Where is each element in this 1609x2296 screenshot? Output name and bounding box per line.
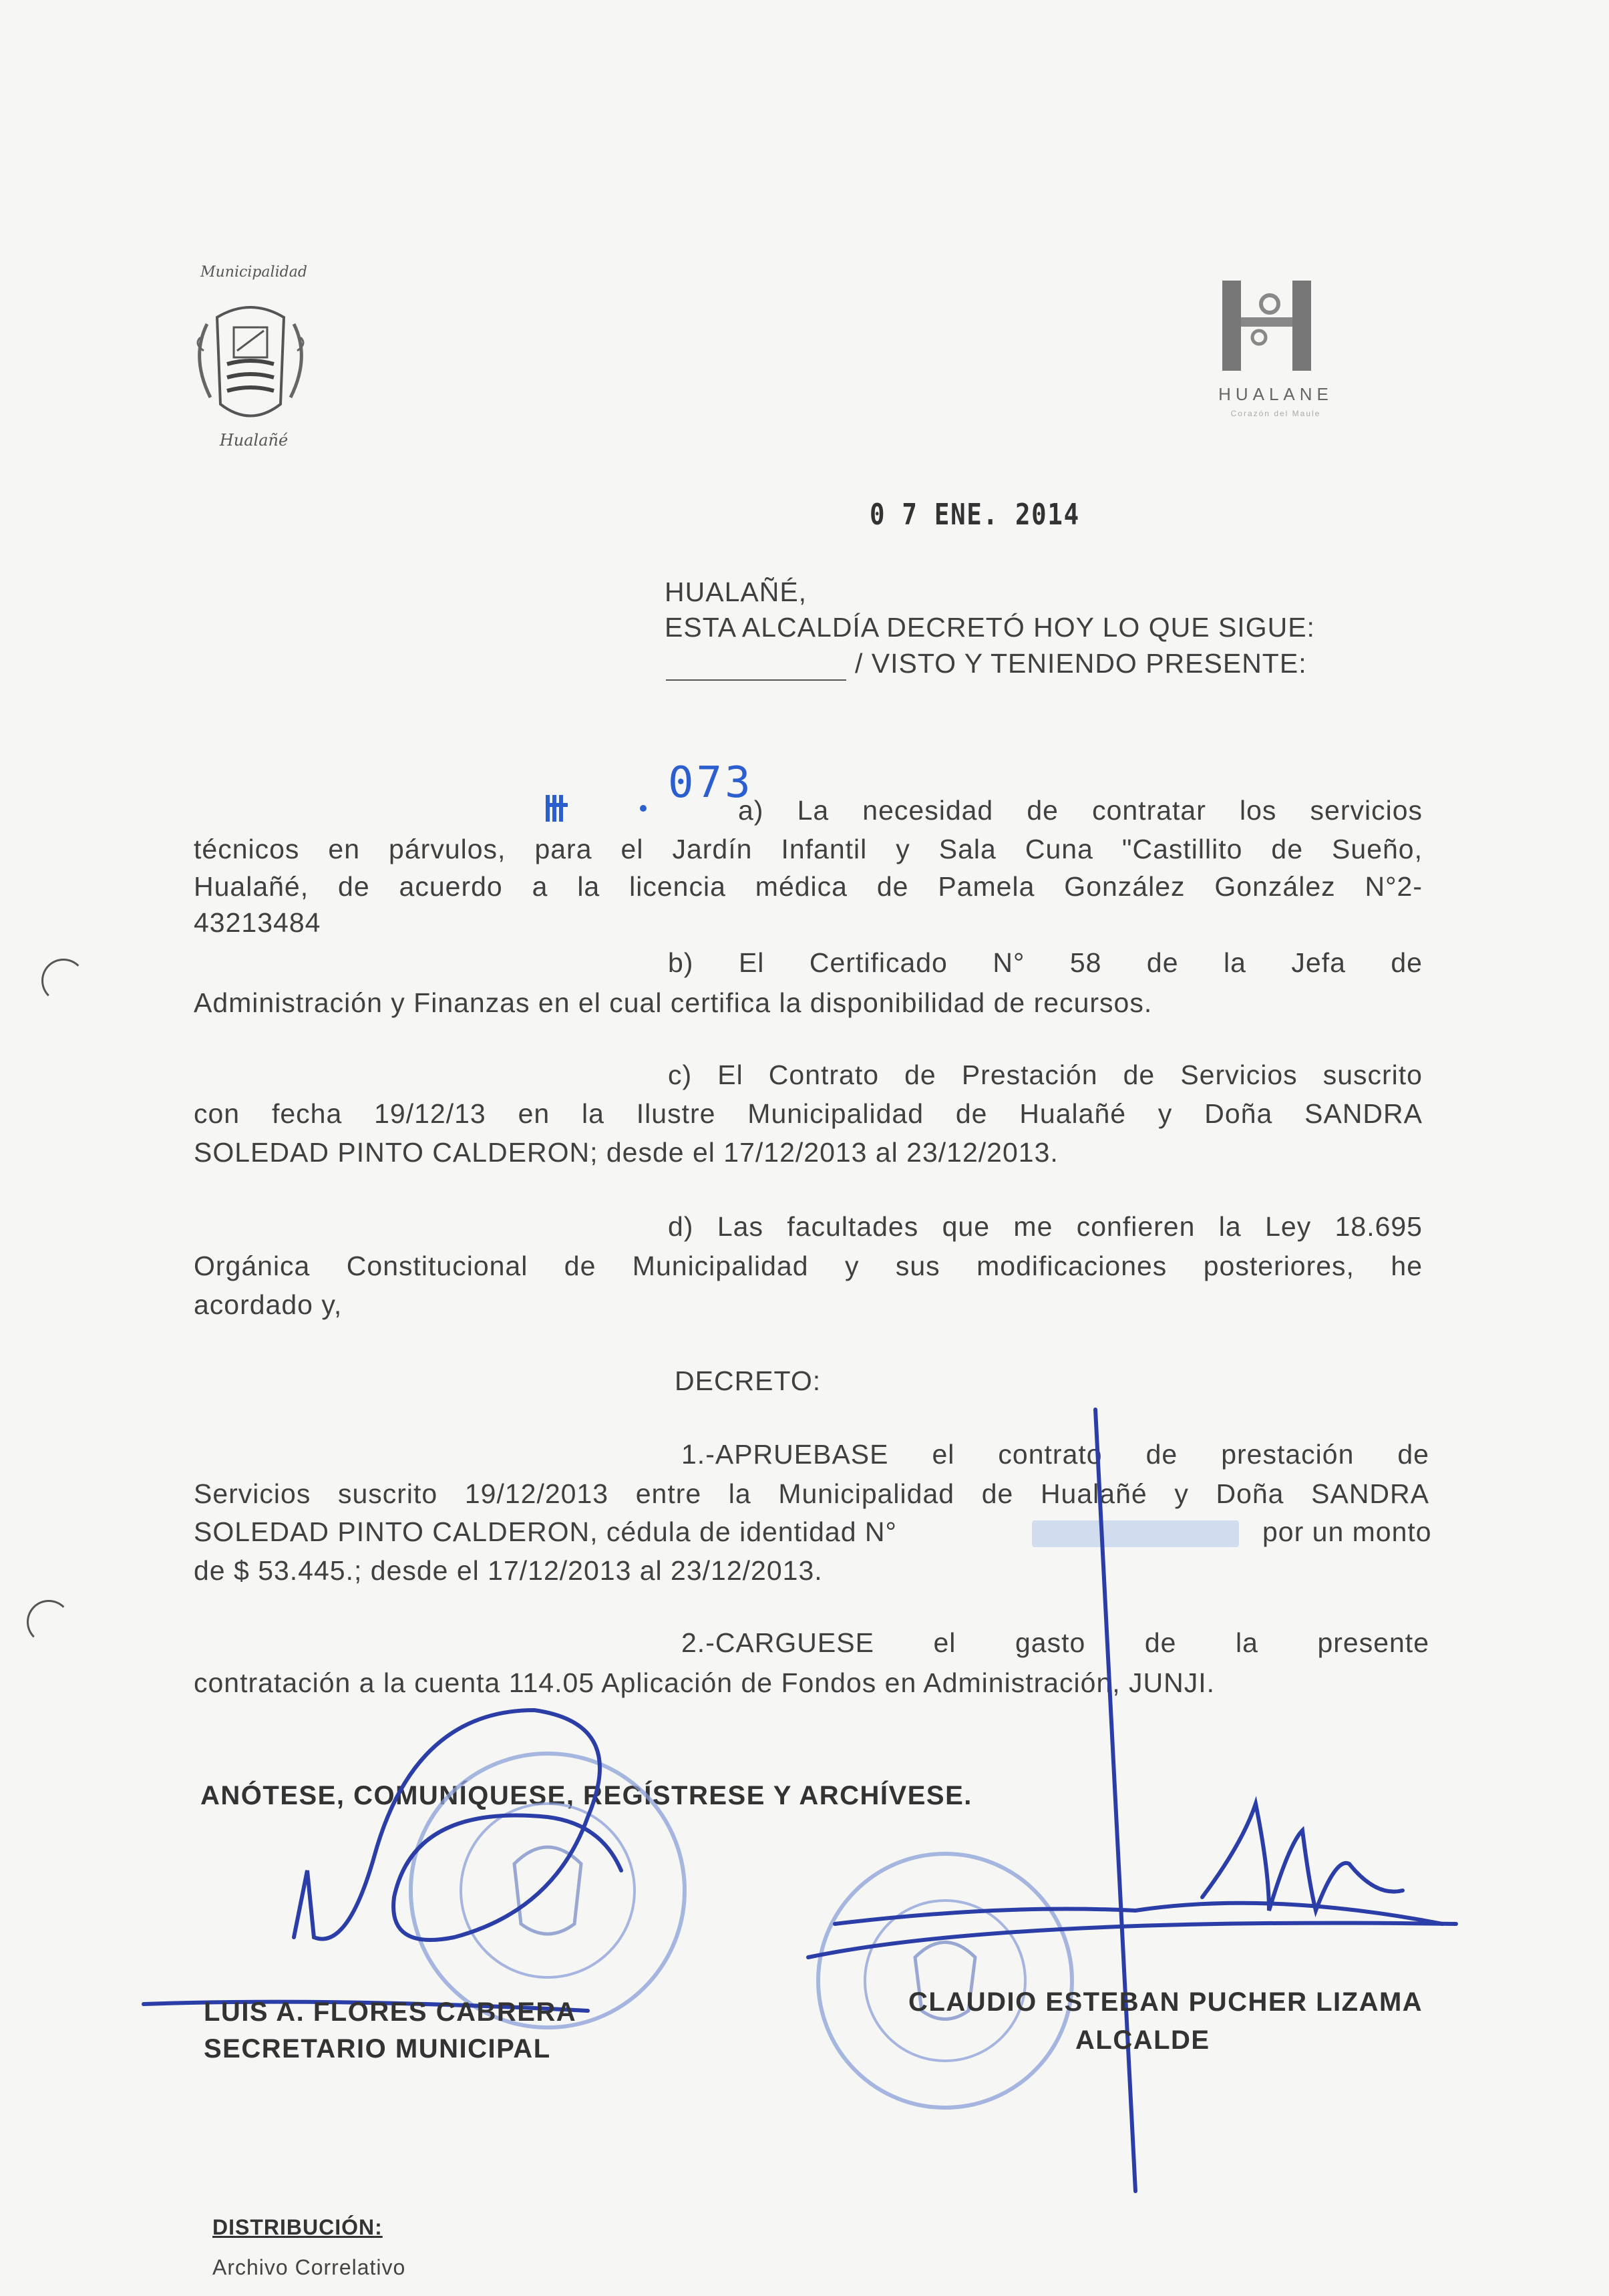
- intro-visto-line: / VISTO Y TENIENDO PRESENTE:: [855, 648, 1307, 679]
- logo-tagline: Corazón del Maule: [1230, 409, 1321, 418]
- considerando-c-line: con fecha 19/12/13 en la Ilustre Municipalidad de Hualañé y Doña SANDRA: [194, 1098, 1423, 1129]
- considerando-a-first: a) La necesidad de contratar los servicios: [738, 795, 1423, 826]
- distribution-heading: DISTRIBUCIÓN:: [212, 2215, 383, 2239]
- considerando-c-line: SOLEDAD PINTO CALDERON; desde el 17/12/2013 al 23/12/2013.: [194, 1137, 1059, 1168]
- decreto-1-line: por un monto: [1262, 1516, 1432, 1547]
- decreto-1-first: 1.-APRUEBASE el contrato de prestación de: [681, 1439, 1429, 1470]
- considerando-c-first: c) El Contrato de Prestación de Servicios suscrito: [668, 1059, 1423, 1090]
- crest-top-text: Municipalidad: [200, 264, 307, 281]
- secretary-name: LUIS A. FLORES CABRERA: [204, 1997, 577, 2027]
- mayor-seal: [818, 1854, 1072, 2108]
- decreto-1-line: de $ 53.445.; desde el 17/12/2013 al 23/12/2013.: [194, 1555, 823, 1586]
- decreto-1-line: SOLEDAD PINTO CALDERON, cédula de identidad N°: [194, 1516, 897, 1547]
- crest-bottom-text: Hualañé: [219, 431, 289, 450]
- considerando-d-first: d) Las facultades que me confieren la Ley 18.695: [668, 1211, 1423, 1242]
- decree-number: 073: [668, 758, 753, 808]
- considerando-a-line: 43213484: [194, 907, 321, 938]
- closing-line: ANÓTESE, COMUNÍQUESE, REGÍSTRESE Y ARCHÍVESE.: [200, 1781, 972, 1810]
- considerando-a-line: técnicos en párvulos, para el Jardín Infantil y Sala Cuna "Castillito de Sueño,: [194, 834, 1423, 864]
- decreto-heading: DECRETO:: [675, 1365, 822, 1396]
- date-stamp: 0 7 ENE. 2014: [870, 498, 1080, 532]
- binder-hole: [41, 959, 85, 1003]
- considerando-b-line: Administración y Finanzas en el cual certifica la disponibilidad de recursos.: [194, 987, 1153, 1018]
- mayor-title: ALCALDE: [1075, 2025, 1210, 2055]
- secretary-seal: [411, 1754, 685, 2027]
- considerando-b-first: b) El Certificado N° 58 de la Jefa de: [668, 947, 1423, 978]
- intro-decree-line: ESTA ALCALDÍA DECRETÓ HOY LO QUE SIGUE:: [665, 612, 1315, 643]
- considerando-d-line: Orgánica Constitucional de Municipalidad y sus modificaciones posteriores, he: [194, 1251, 1423, 1281]
- intro-city: HUALAÑÉ,: [665, 577, 808, 607]
- distribution-item: Archivo Correlativo: [212, 2255, 406, 2279]
- considerando-a-line: Hualañé, de acuerdo a la licencia médica de Pamela González González N°2-: [194, 871, 1423, 902]
- considerando-d-line: acordado y,: [194, 1289, 343, 1320]
- decreto-2-line: contratación a la cuenta 114.05 Aplicación de Fondos en Administración, JUNJI.: [194, 1667, 1216, 1698]
- secretary-title: SECRETARIO MUNICIPAL: [204, 2034, 551, 2064]
- mayor-name: CLAUDIO ESTEBAN PUCHER LIZAMA: [908, 1987, 1423, 2017]
- logo-name: HUALANE: [1218, 384, 1333, 404]
- decreto-2-first: 2.-CARGUESE el gasto de la presente: [681, 1627, 1429, 1658]
- decreto-1-line: Servicios suscrito 19/12/2013 entre la Municipalidad de Hualañé y Doña SANDRA: [194, 1478, 1429, 1509]
- binder-hole: [27, 1600, 71, 1644]
